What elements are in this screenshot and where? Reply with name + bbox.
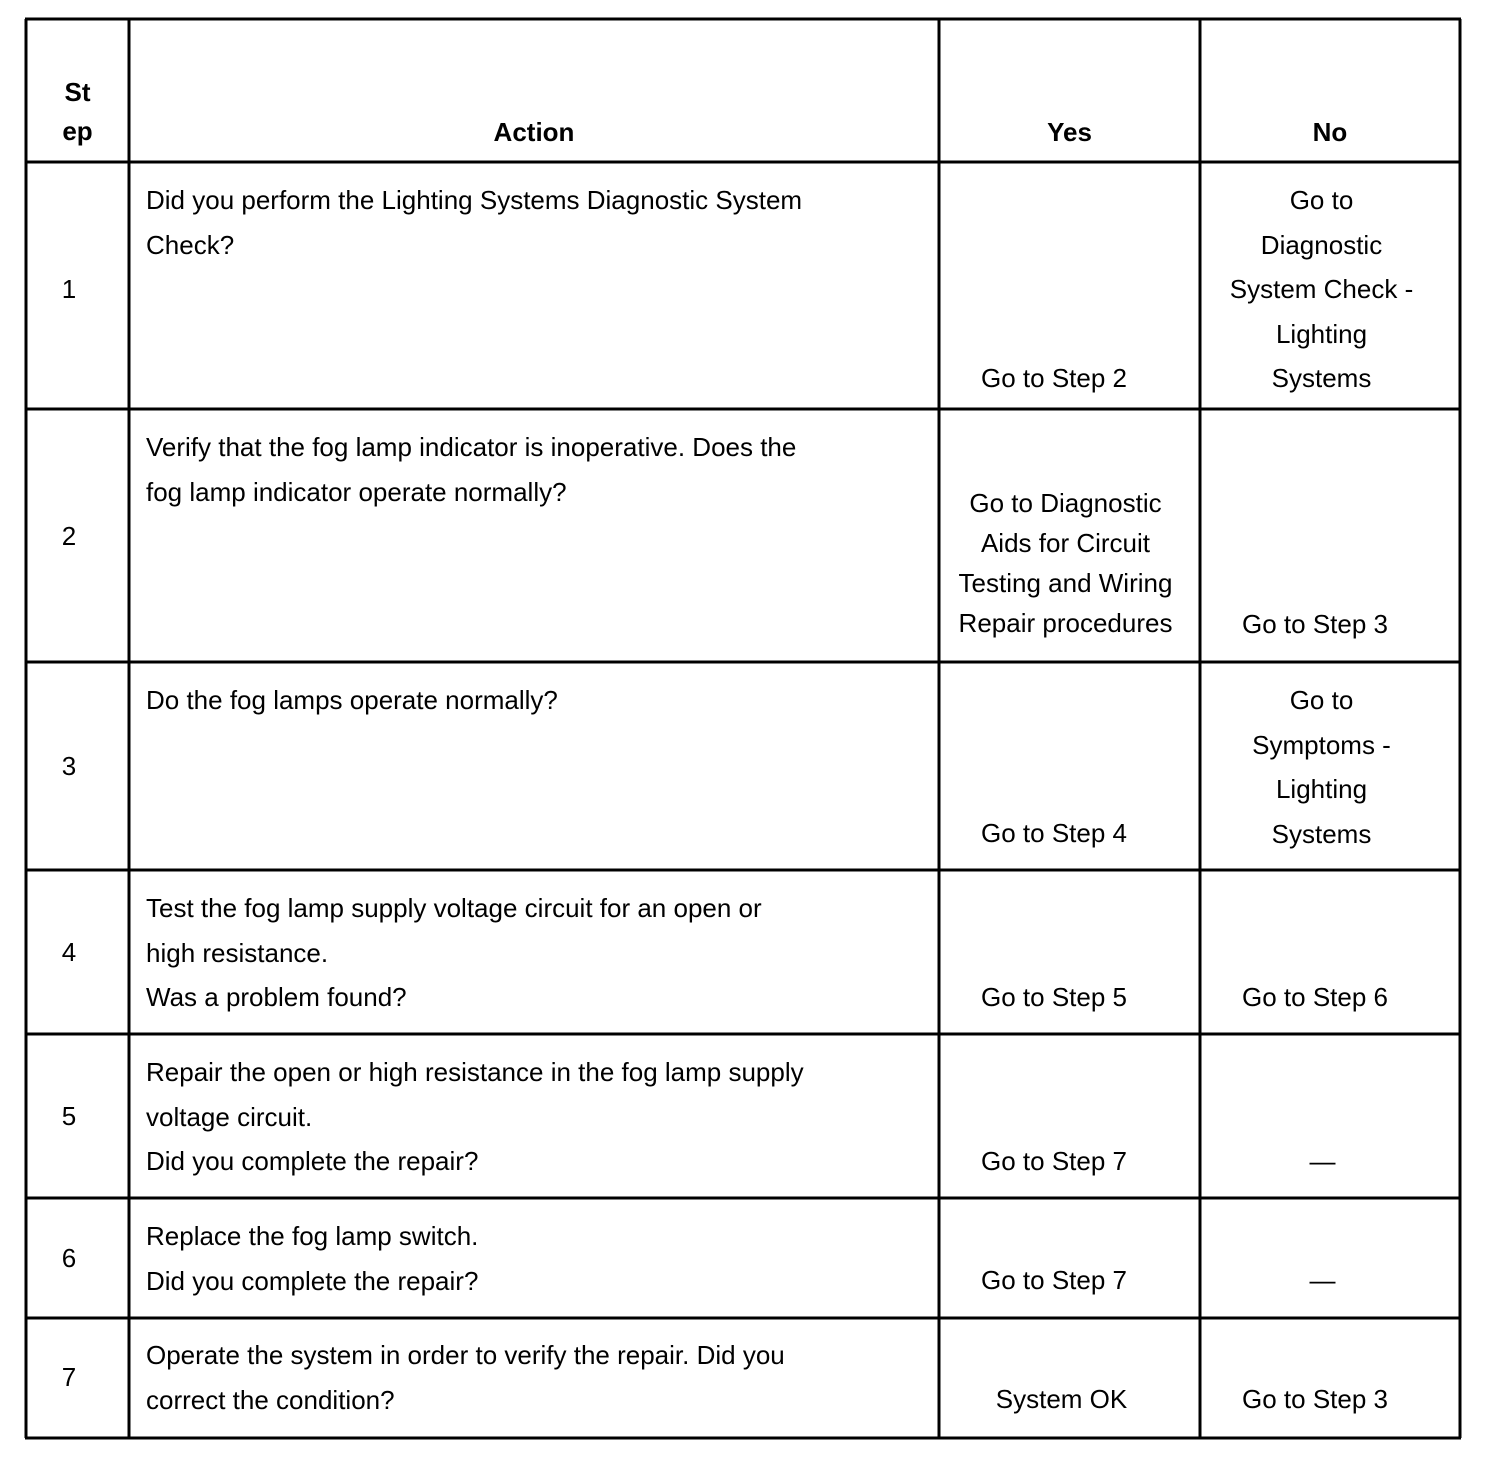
step-number: 7 — [61, 1362, 77, 1392]
header-no: No — [1312, 117, 1348, 147]
no-text: Go to Step 3 — [1242, 1384, 1388, 1414]
step-number: 2 — [61, 521, 77, 551]
no-text: Go to Step 3 — [1242, 609, 1388, 639]
no-text: — — [1309, 1265, 1336, 1295]
header-yes: Yes — [1047, 117, 1092, 147]
header-action: Action — [493, 117, 575, 147]
no-text: — — [1309, 1146, 1336, 1176]
yes-text: Go to Step 7 — [981, 1146, 1127, 1176]
step-number: 5 — [61, 1101, 77, 1131]
action-text: Do the fog lamps operate normally? — [146, 685, 558, 715]
yes-text: Go to Step 7 — [981, 1265, 1127, 1295]
action-text: Repair the open or high resistance in the fog lamp supply voltage circuit. Did you complete the repair? — [146, 1057, 804, 1176]
no-text: Go to Symptoms - Lighting Systems — [1252, 685, 1391, 849]
no-text: Go to Diagnostic System Check - Lighting Systems — [1229, 185, 1414, 393]
action-text: Replace the fog lamp switch. Did you complete the repair? — [146, 1221, 479, 1296]
action-text: Did you perform the Lighting Systems Diagnostic System Check? — [146, 185, 803, 260]
step-number: 1 — [61, 274, 77, 304]
yes-text: System OK — [995, 1384, 1128, 1414]
yes-text: Go to Step 5 — [981, 982, 1127, 1012]
action-text: Verify that the fog lamp indicator is inoperative. Does the fog lamp indicator operate normally? — [146, 432, 797, 507]
step-number: 6 — [61, 1243, 77, 1273]
action-text: Operate the system in order to verify the repair. Did you correct the condition? — [146, 1340, 785, 1415]
yes-text: Go to Diagnostic Aids for Circuit Testing and Wiring Repair procedures — [958, 488, 1173, 638]
step-number: 3 — [61, 751, 77, 781]
yes-text: Go to Step 2 — [981, 363, 1127, 393]
no-text: Go to Step 6 — [1242, 982, 1388, 1012]
action-text: Test the fog lamp supply voltage circuit for an open or high resistance. Was a problem found? — [146, 893, 762, 1012]
step-number: 4 — [61, 937, 77, 967]
header-step: St ep — [62, 77, 93, 146]
yes-text: Go to Step 4 — [981, 818, 1127, 848]
